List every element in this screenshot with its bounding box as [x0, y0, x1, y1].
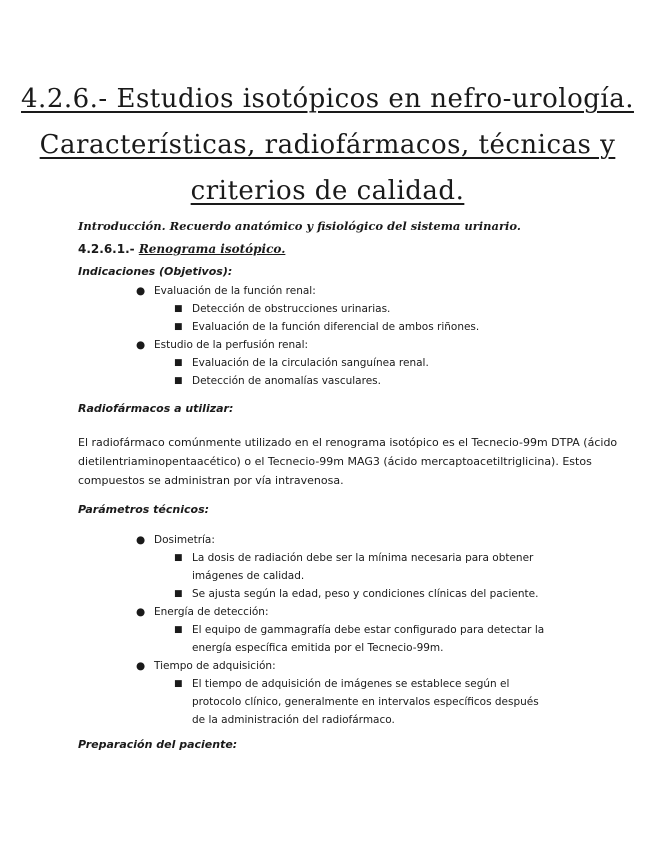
square-bullet-icon: ■: [174, 304, 183, 314]
square-bullet-icon: ■: [174, 358, 183, 368]
document-title-line-3: criterios de calidad.: [190, 176, 465, 206]
bullet-icon: ●: [136, 285, 146, 297]
parametros-list: [136, 531, 547, 729]
square-bullet-icon: ■: [174, 625, 183, 635]
sub-list-item: [154, 354, 479, 372]
list-item: [136, 657, 547, 729]
paragraph-line: El radiofármaco comúnmente utilizado en el renograma isotópico es el Tecnecio-99m DTPA (ácido: [78, 436, 618, 449]
sub-list-item: [154, 675, 547, 729]
sub-item-text: La dosis de radiación debe ser la mínima necesaria para obtener imágenes de calidad.: [192, 552, 534, 582]
radiofarmacos-label: Radiofármacos a utilizar:: [78, 402, 234, 415]
sub-list: [154, 300, 479, 336]
square-bullet-icon: ■: [174, 553, 183, 563]
sub-list: [154, 549, 547, 603]
list-item-text: Estudio de la perfusión renal:: [154, 339, 309, 351]
radiofarmacos-paragraph: [78, 433, 617, 490]
intro-heading: Introducción. Recuerdo anatómico y fisiológico del sistema urinario.: [78, 219, 521, 233]
indicaciones-list: [136, 282, 480, 390]
list-item-text: Evaluación de la función renal:: [154, 285, 316, 297]
list-item: [136, 531, 547, 603]
list-item-text: Dosimetría:: [154, 534, 215, 546]
list-item-text: Tiempo de adquisición:: [154, 660, 276, 672]
sub-list: [154, 675, 547, 729]
bullet-icon: ●: [136, 339, 146, 351]
section-number: 4.2.6.1.-: [78, 242, 135, 256]
sub-list-item: [154, 300, 479, 318]
sub-item-text: Evaluación de la circulación sanguínea renal.: [192, 357, 429, 369]
sub-list-item: [154, 372, 479, 390]
list-item: [136, 282, 480, 336]
document-title-line-1: 4.2.6.- Estudios isotópicos en nefro-urología.: [21, 84, 634, 114]
bullet-icon: ●: [136, 534, 146, 546]
square-bullet-icon: ■: [174, 376, 183, 386]
sub-list-item: [154, 621, 547, 657]
list-item: [136, 336, 479, 390]
parametros-label: Parámetros técnicos:: [78, 503, 210, 516]
sub-list: [154, 621, 547, 657]
sub-list-item: [154, 585, 547, 603]
section-heading: [78, 242, 285, 256]
square-bullet-icon: ■: [174, 322, 183, 332]
sub-item-text: Detección de anomalías vasculares.: [192, 375, 381, 387]
sub-item-text: Evaluación de la función diferencial de ambos riñones.: [192, 321, 480, 333]
square-bullet-icon: ■: [174, 679, 183, 689]
sub-item-text: Se ajusta según la edad, peso y condiciones clínicas del paciente.: [192, 588, 539, 600]
indicaciones-label: Indicaciones (Objetivos):: [78, 265, 233, 278]
preparacion-label: Preparación del paciente:: [78, 738, 238, 751]
bullet-icon: ●: [136, 660, 146, 672]
section-title: Renograma isotópico.: [138, 242, 286, 256]
sub-item-text: El equipo de gammagrafía debe estar configurado para detectar la energía específica emitida por el Tecnecio-99m.: [192, 624, 545, 654]
list-item-text: Energía de detección:: [154, 606, 269, 618]
sub-item-text: El tiempo de adquisición de imágenes se establece según el protocolo clínico, generalmente en intervalos específicos después de la administración del radiofármaco.: [192, 678, 539, 726]
sub-list-item: [154, 318, 479, 336]
square-bullet-icon: ■: [174, 589, 183, 599]
bullet-icon: ●: [136, 606, 146, 618]
list-item: [136, 603, 547, 657]
sub-item-text: Detección de obstrucciones urinarias.: [192, 303, 391, 315]
sub-list: [154, 354, 479, 390]
sub-list-item: [154, 549, 547, 585]
paragraph-line: dietilentriaminopentaacético) o el Tecnecio-99m MAG3 (ácido mercaptoacetiltriglicina). Estos: [78, 455, 592, 468]
paragraph-line: compuestos se administran por vía intravenosa.: [78, 474, 344, 487]
document-title-line-2: Características, radiofármacos, técnicas y: [39, 130, 616, 160]
